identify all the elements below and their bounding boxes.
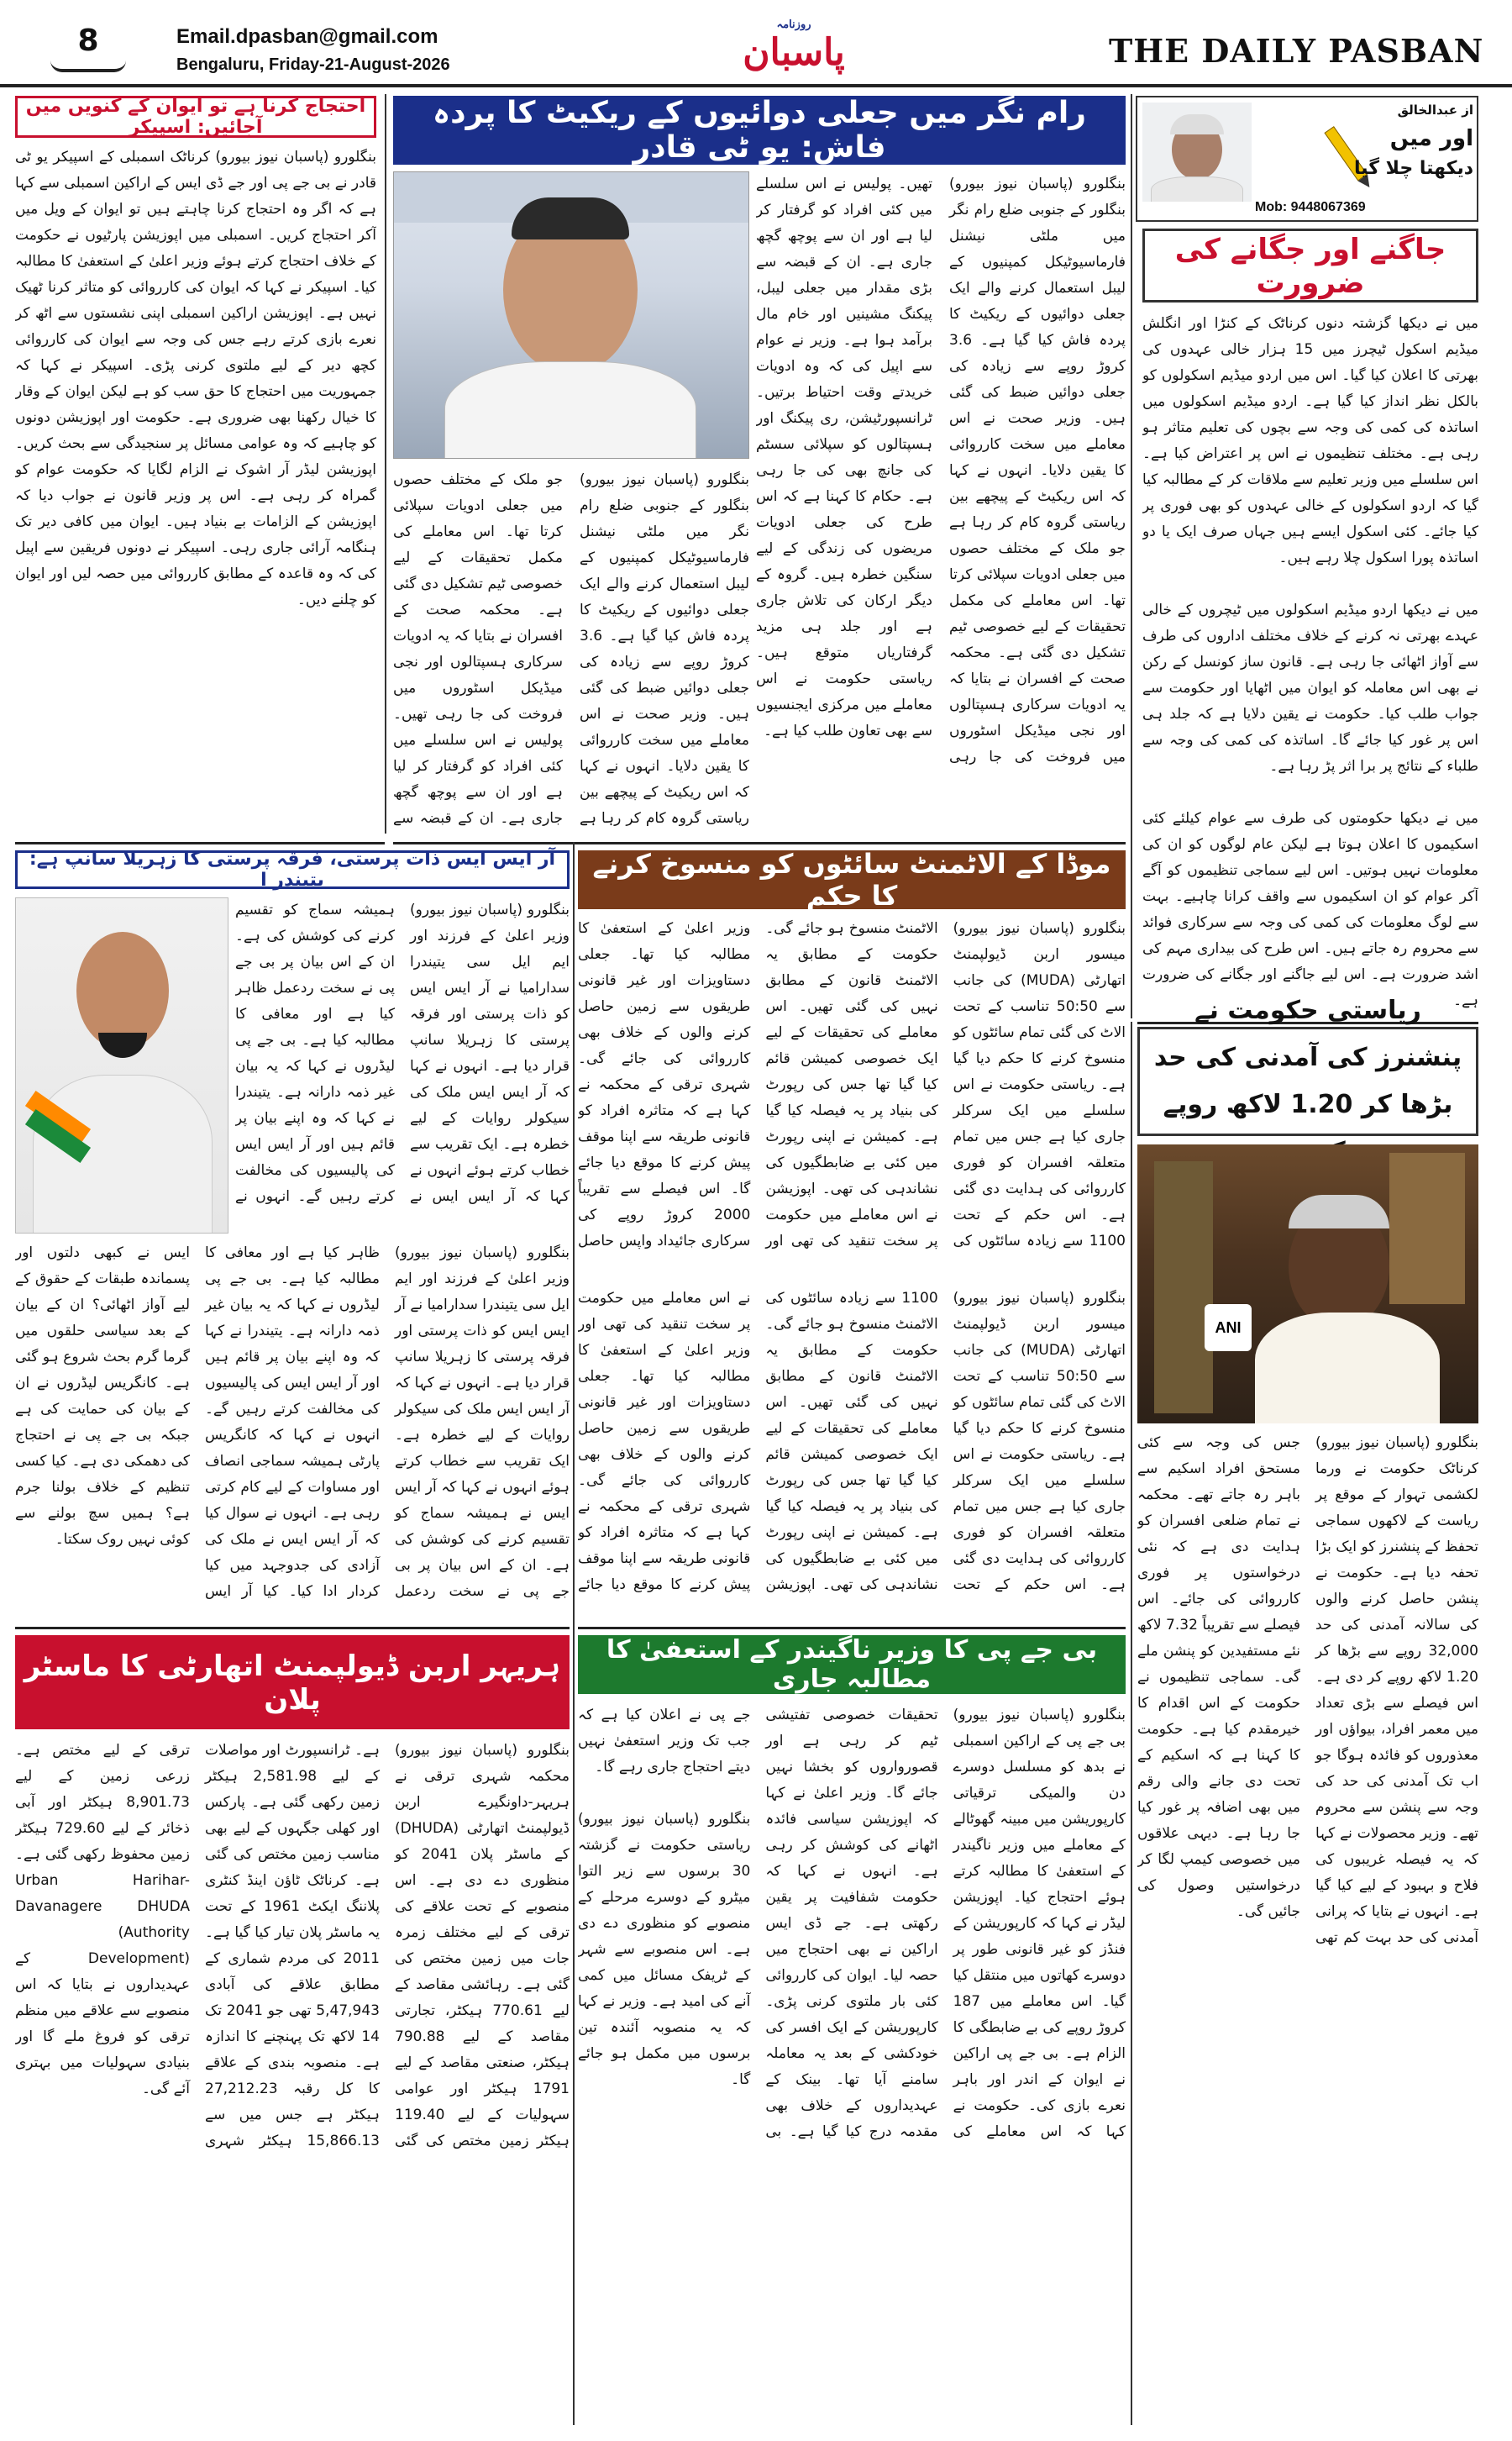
divider-h4 — [578, 1627, 1126, 1629]
khader-headline: رام نگر میں جعلی دوائیوں کے ریکیٹ کا پردہ فاش: یو ٹی قادر — [433, 96, 1086, 165]
urdu-logo-text: پاسبان — [743, 31, 845, 74]
harihar-body: بنگلورو (پاسبان نیوز بیورو) محکمہ شہری ترقی نے ہریہر-داونگیرے اربن ڈیولپمنٹ اتھارٹی (DHUDA) کے ماسٹر پلان 2041 کو منظوری دے دی ہے۔ اس منصوبے کے تحت علاقے کی ترقی کے لیے مختلف زمرہ جات میں زمین مختص کی گئی ہے۔ رہائشی مقاصد کے لیے 770.61 ہیکٹر، تجارتی مقاصد کے لیے 790.88 ہیکٹر، صنعتی مقاصد کے لیے 1791 ہیکٹر اور عوامی سہولیات کے لیے 119.40 ہیکٹر زمین مختص کی گئی ہے۔ ٹرانسپورٹ اور مواصلات کے لیے 2,581.98 ہیکٹر زمین رکھی گئی ہے۔ پارکس اور کھلی جگہوں کے لیے بھی مناسب زمین مختص کی گئی ہے۔ کرناٹک ٹاؤن اینڈ کنٹری پلاننگ ایکٹ 1961 کے تحت یہ ماسٹر پلان تیار کیا گیا ہے۔ 2011 کی مردم شماری کے مطابق علاقے کی آبادی 5,47,943 تھی جو 2041 تک 14 لاکھ تک پہنچنے کا اندازہ ہے۔ منصوبہ بندی کے علاقے کا کل رقبہ 27,212.23 ہیکٹر ہے جس میں سے 15,866.13 ہیکٹر شہری ترقی کے لیے مختص ہے۔ زرعی زمین کے لیے 8,901.73 ہیکٹر اور آبی ذخائر کے لیے 729.60 ہیکٹر زمین محفوظ رکھی گئی ہے۔ Urban Harihar-Davanagere DHUDA (Authority Development) کے عہدیداروں نے بتایا کہ اس منصوبے سے علاقے میں منظم ترقی کو فروغ ملے گا اور بنیادی سہولیات میں بہتری آئے گی۔ — [15, 1742, 570, 2149]
divider-h1 — [393, 842, 1126, 844]
muda-headline-box — [578, 848, 1126, 912]
divider-h5 — [15, 1627, 570, 1629]
bjp-headline: بی جے پی کا وزیر ناگیندر کے استعفیٰ کا مطالبہ جاری — [606, 1635, 1098, 1694]
speaker-body: بنگلورو (پاسبان نیوز بیورو) کرناٹک اسمبلی کے اسپیکر یو ٹی قادر نے بی جے پی اور جے ڈی ایس کے اراکین اسمبلی سے کہا ہے کہ اگر وہ احتجاج کرنا چاہتے ہیں تو ایوان کے ویل میں آکر احتجاج کریں۔ اسمبلی میں اپوزیشن پارٹیوں نے حکومت کے خلاف احتجاج کرتے ہوئے وزیر اعلیٰ کے استعفیٰ کا مطالبہ کیا۔ اسپیکر نے کہا کہ ایوان کی کارروائی کو متاثر کرنا ٹھیک نہیں ہے۔ اپوزیشن اراکین اسمبلی اپنی نشستوں سے اٹھ کر نعرے بازی کرتے رہے جس کی وجہ سے ایوان کی کارروائی کچھ دیر کے لیے ملتوی کرنی پڑی۔ اسپیکر نے کہا کہ جمہوریت میں احتجاج کا حق سب کو ہے لیکن ایوان کے وقار کا خیال رکھنا بھی ضروری ہے۔ حکومت اور اپوزیشن دونوں کو چاہیے کہ وہ عوامی مسائل پر سنجیدگی سے بحث کریں۔ اپوزیشن لیڈر آر اشوک نے الزام لگایا کہ حکومت عوام کو گمراہ کر رہی ہے۔ اس پر وزیر قانون نے جواب دیا کہ اپوزیشن کے الزامات بے بنیاد ہیں۔ ایوان میں کافی دیر تک ہنگامہ آرائی جاری رہی۔ اسپیکر نے دونوں فریقین سے اپیل کی کہ وہ قاعدہ کے مطابق کارروائی میں حصہ لیں اور ایوان کو چلنے دیں۔ — [15, 149, 376, 608]
muda-headline: موڈا کے الاٹمنٹ سائٹوں کو منسوخ کرنے کا حکم — [592, 848, 1111, 912]
pension-photo — [1137, 1144, 1478, 1423]
column-body: میں نے دیکھا گزشتہ دنوں کرناٹک کے کنڑا اور انگلش میڈیم اسکول ٹیچرز میں 15 ہزار خالی عہدوں کی بھرتی کا اعلان کیا گیا۔ اس میں اردو میڈیم اسکولوں کو بالکل نظر انداز کیا گیا ہے۔ اردو میڈیم اسکولوں میں اساتذہ کی کمی کی وجہ سے بچوں کی تعلیم متاثر ہو رہی ہے۔ مختلف تنظیموں نے اس پر اعتراض کیا ہے۔ اس سلسلے میں وزیر تعلیم سے ملاقات کر کے مطالبہ کیا گیا کہ اردو اسکولوں کے خالی عہدوں کو بھی فوری پر کیا جائے۔ کئی اسکول ایسے ہیں جہاں صرف ایک یا دو اساتذہ پورا اسکول چلا رہے ہیں۔ میں نے دیکھا اردو میڈیم اسکولوں میں ٹیچروں کے خالی عہدے بھرتی نہ کرنے کے خلاف مختلف اداروں کی طرف سے آواز اٹھائی جا رہی ہے۔ قانون ساز کونسل کے رکن نے بھی اس معاملہ کو ایوان میں اٹھایا اور حکومت سے جواب طلب کیا۔ حکومت نے یقین دلایا ہے کہ جلد ہی اس پر غور کیا جائے گا۔ اساتذہ کی کمی کی وجہ سے طلباء کے نتائج پر برا اثر پڑ رہا ہے۔ میں نے دیکھا حکومتوں کی طرف سے عوام کیلئے کئی اسکیموں کا اعلان ہوتا ہے لیکن عام لوگوں کو ان کی معلومات نہیں ہوتیں۔ اس لیے سماجی تنظیموں کو آگے آکر عوام کو ان اسکیموں سے واقف کرانا چاہیے۔ بہت سے لوگ معلومات کی کمی کی وجہ سے سرکاری فوائد سے محروم رہ جاتے ہیں۔ اس طرح کی بیداری مہم کی اشد ضرورت ہے۔ اس لیے جاگنے اور جگانے کی ضرورت ہے۔ — [1142, 315, 1478, 1009]
column-author: از عبدالخالق — [1397, 103, 1473, 118]
bjp-headline-box — [578, 1635, 1126, 1694]
photo-credit: ANI — [1215, 1319, 1242, 1336]
divider-4 — [573, 842, 575, 2425]
speaker-headline-box — [15, 96, 376, 138]
harihar-headline-box — [15, 1635, 570, 1729]
rss-headline: آر ایس ایس ذات پرستی، فرقہ پرستی کا زہریلا سانپ ہے: یتیندر ا — [29, 849, 556, 891]
divider-3 — [1131, 1022, 1132, 2425]
dateline: Bengaluru, Friday-21-August-2026 — [176, 55, 450, 74]
page-number-badge — [50, 24, 126, 76]
column-headline-box — [1142, 229, 1478, 302]
column-headline: جاگنے اور جگانے کی ضرورت — [1174, 232, 1446, 300]
khader-headline-box — [393, 96, 1126, 165]
header-divider — [0, 84, 1512, 87]
pension-headline-box — [1137, 996, 1478, 1136]
muda-body-b: بنگلورو (پاسبان نیوز بیورو) میسور اربن ڈیولپمنٹ اتھارٹی (MUDA) کی جانب سے 50:50 تناسب کے تحت الاٹ کی گئی تمام سائٹوں کو منسوخ کرنے کا حکم دیا گیا ہے۔ ریاستی حکومت نے اس سلسلے میں ایک سرکلر جاری کیا ہے جس میں تمام متعلقہ افسران کو فوری کارروائی کی ہدایت دی گئی ہے۔ اس حکم کے تحت 1100 سے زیادہ سائٹوں کی الاٹمنٹ منسوخ ہو جائے گی۔ حکومت کے مطابق یہ الاٹمنٹ قانون کے مطابق نہیں کی گئی تھیں۔ اس معاملے کی تحقیقات کے لیے ایک خصوصی کمیشن قائم کیا گیا تھا جس کی رپورٹ کی بنیاد پر یہ فیصلہ کیا گیا ہے۔ کمیشن نے اپنی رپورٹ میں کئی بے ضابطگیوں کی نشاندہی کی تھی۔ اپوزیشن نے اس معاملے میں حکومت پر سخت تنقید کی تھی اور وزیر اعلیٰ کے استعفیٰ کا مطالبہ کیا تھا۔ جعلی دستاویزات اور غیر قانونی طریقوں سے زمین حاصل کرنے والوں کے خلاف بھی کارروائی کی جائے گی۔ شہری ترقی کے محکمہ نے کہا ہے کہ متاثرہ افراد کو قانونی طریقہ سے اپنا موقف پیش کرنے کا موقع دیا جائے — [578, 1290, 1126, 1593]
rss-body-b: بنگلورو (پاسبان نیوز بیورو) وزیر اعلیٰ کے فرزند اور ایم ایل سی یتیندرا سدارامیا نے آر ایس ایس کو ذات پرستی اور فرقہ پرستی کا زہریلا سانپ قرار دیا ہے۔ انہوں نے کہا کہ آر ایس ایس ملک کی سیکولر روایات کے لیے خطرہ ہے۔ ایک تقریب سے خطاب کرتے ہوئے انہوں نے کہا کہ آر ایس ایس نے ہمیشہ سماج کو تقسیم کرنے کی کوشش کی ہے۔ ان کے اس بیان پر بی جے پی نے سخت ردعمل ظاہر کیا ہے اور معافی کا مطالبہ کیا ہے۔ بی جے پی لیڈروں نے کہا کہ یہ بیان غیر ذمہ دارانہ ہے۔ یتیندرا نے کہا کہ وہ اپنے بیان پر قائم ہیں اور آر ایس ایس کی پالیسیوں کی مخالفت کرتے رہیں گے۔ انہوں نے کہا کہ کانگریس پارٹی ہمیشہ سماجی انصاف اور مساوات کے لیے کام کرتی رہی ہے۔ انہوں نے سوال کیا کہ آر ایس ایس نے ملک کی آزادی کی جدوجہد میں کیا کردار ادا کیا۔ کیا آر ایس ایس نے کبھی دلتوں اور پسماندہ طبقات کے حقوق کے لیے آواز اٹھائی؟ ان کے بیان کے بعد سیاسی حلقوں میں گرما گرم بحث شروع ہو گئی ہے۔ کانگریس لیڈروں نے ان کے بیان کی حمایت کی ہے جبکہ بی جے پی نے احتجاج کی دھمکی دی ہے۔ کیا کسی تنظیم کے خلاف بولنا جرم ہے؟ ہمیں سچ بولنے سے کوئی نہیں روک سکتا۔ — [15, 1244, 570, 1600]
column-title-2: دیکھتا چلا گیا — [1353, 158, 1473, 179]
harihar-headline: ہریہر اربن ڈیولپمنٹ اتھارٹی کا ماسٹر پلان — [24, 1649, 561, 1717]
khader-body-b: بنگلورو (پاسبان نیوز بیورو) بنگلور کے جنوبی ضلع رام نگر میں ملٹی نیشنل فارماسیوٹیکل کمپنیوں کے لیبل استعمال کرنے والے ایک جعلی دوائیوں کے ریکیٹ کا پردہ فاش کیا گیا ہے۔ 3.6 کروڑ روپے سے زیادہ کی جعلی دوائیں ضبط کی گئی ہیں۔ وزیر صحت نے اس معاملے میں سخت کارروائی کا یقین دلایا۔ انہوں نے کہا کہ اس ریکیٹ کے پیچھے بین ریاستی گروہ کام کر رہا ہے جو ملک کے مختلف حصوں میں جعلی ادویات سپلائی کرتا تھا۔ اس معاملے کی مکمل تحقیقات کے لیے خصوصی ٹیم تشکیل دی گئی ہے۔ محکمہ صحت کے افسران نے بتایا کہ یہ ادویات سرکاری ہسپتالوں اور نجی میڈیکل اسٹوروں میں فروخت کی جا رہی تھیں۔ پولیس نے اس سلسلے میں کئی افراد کو گرفتار کر لیا ہے اور ان سے پوچھ گچھ جاری ہے۔ ان کے قبضہ سے — [393, 471, 749, 827]
bjp-body: بنگلورو (پاسبان نیوز بیورو) بی جے پی کے اراکین اسمبلی نے بدھ کو مسلسل دوسرے دن والمیکی ترقیاتی کارپوریشن میں مبینہ گھوٹالے کے معاملے میں وزیر ناگیندر کے استعفیٰ کا مطالبہ کرتے ہوئے احتجاج کیا۔ اپوزیشن لیڈر نے کہا کہ کارپوریشن کے فنڈز کو غیر قانونی طور پر دوسرے کھاتوں میں منتقل کیا گیا۔ اس معاملے میں 187 کروڑ روپے کی بے ضابطگی کا الزام ہے۔ بی جے پی اراکین نے ایوان کے اندر اور باہر نعرے بازی کی۔ حکومت نے کہا کہ اس معاملے کی تحقیقات خصوصی تفتیشی ٹیم کر رہی ہے اور قصورواروں کو بخشا نہیں جائے گا۔ وزیر اعلیٰ نے کہا کہ اپوزیشن سیاسی فائدہ اٹھانے کی کوشش کر رہی ہے۔ انہوں نے کہا کہ حکومت شفافیت پر یقین رکھتی ہے۔ جے ڈی ایس اراکین نے بھی احتجاج میں حصہ لیا۔ ایوان کی کارروائی کئی بار ملتوی کرنی پڑی۔ کارپوریشن کے ایک افسر کی خودکشی کے بعد یہ معاملہ سامنے آیا تھا۔ بینک کے عہدیداروں کے خلاف بھی مقدمہ درج کیا گیا ہے۔ بی جے پی نے اعلان کیا ہے کہ جب تک وزیر استعفیٰ نہیں دیتے احتجاج جاری رہے گا۔ بنگلورو (پاسبان نیوز بیورو) ریاستی حکومت نے گزشتہ 30 برسوں سے زیر التوا میٹرو کے دوسرے مرحلے کے منصوبے کو منظوری دے دی ہے۔ اس منصوبے سے شہر کے ٹریفک مسائل میں کمی آنے کی امید ہے۔ وزیر نے کہا کہ یہ منصوبہ آئندہ تین برسوں میں مکمل ہو جائے گا۔ — [578, 1707, 1126, 2140]
khader-body-a: بنگلورو (پاسبان نیوز بیورو) بنگلور کے جنوبی ضلع رام نگر میں ملٹی نیشنل فارماسیوٹیکل کمپنیوں کے لیبل استعمال کرنے والے ایک جعلی دوائیوں کے ریکیٹ کا پردہ فاش کیا گیا ہے۔ 3.6 کروڑ روپے سے زیادہ کی جعلی دوائیں ضبط کی گئی ہیں۔ وزیر صحت نے اس معاملے میں سخت کارروائی کا یقین دلایا۔ انہوں نے کہا کہ اس ریکیٹ کے پیچھے بین ریاستی گروہ کام کر رہا ہے جو ملک کے مختلف حصوں میں جعلی ادویات سپلائی کرتا تھا۔ اس معاملے کی مکمل تحقیقات کے لیے خصوصی ٹیم تشکیل دی گئی ہے۔ محکمہ صحت کے افسران نے بتایا کہ یہ ادویات سرکاری ہسپتالوں اور نجی میڈیکل اسٹوروں میں فروخت کی جا رہی تھیں۔ پولیس نے اس سلسلے میں کئی افراد کو گرفتار کر لیا ہے اور ان سے پوچھ گچھ جاری ہے۔ ان کے قبضہ سے بڑی مقدار میں جعلی لیبل، پیکنگ مشینیں اور خام مال برآمد ہوا ہے۔ وزیر نے عوام سے اپیل کی کہ وہ ادویات خریدتے وقت احتیاط برتیں۔ ٹرانسپورٹیشن، ری پیکنگ اور ہسپتالوں کو سپلائی سسٹم کی جانچ بھی کی جا رہی ہے۔ حکام کا کہنا ہے کہ اس طرح کی جعلی ادویات مریضوں کی زندگی کے لیے سنگین خطرہ ہیں۔ گروہ کے دیگر ارکان کی تلاش جاری ہے اور جلد ہی مزید گرفتاریاں متوقع ہیں۔ ریاستی حکومت نے اس معاملے میں مرکزی ایجنسیوں سے بھی تعاون طلب کیا ہے۔ — [756, 176, 1126, 765]
speaker-headline: احتجاج کرنا ہے تو ایوان کے کنویں میں آجائیں: اسپیکر — [25, 96, 366, 138]
column-logo-box — [1136, 96, 1478, 222]
author-photo — [1142, 103, 1252, 202]
rss-body-a: بنگلورو (پاسبان نیوز بیورو) وزیر اعلیٰ کے فرزند اور ایم ایل سی یتیندرا سدارامیا نے آر ایس ایس کو ذات پرستی اور فرقہ پرستی کا زہریلا سانپ قرار دیا ہے۔ انہوں نے کہا کہ آر ایس ایس ملک کی سیکولر روایات کے لیے خطرہ ہے۔ ایک تقریب سے خطاب کرتے ہوئے انہوں نے کہا کہ آر ایس ایس نے ہمیشہ سماج کو تقسیم کرنے کی کوشش کی ہے۔ ان کے اس بیان پر بی جے پی نے سخت ردعمل ظاہر کیا ہے اور معافی کا مطالبہ کیا ہے۔ بی جے پی لیڈروں نے کہا کہ یہ بیان غیر ذمہ دارانہ ہے۔ یتیندرا نے کہا کہ وہ اپنے بیان پر قائم ہیں اور آر ایس ایس کی پالیسیوں کی مخالفت کرتے رہیں گے۔ انہوں نے — [235, 902, 570, 1205]
page-number: 8 — [77, 24, 99, 58]
pension-headline: ریاستی حکومت نے پنشنرز کی آمدنی کی حد بڑھا کر 1.20 لاکھ روپے — [1153, 996, 1462, 1119]
rss-photo — [15, 897, 228, 1234]
urdu-logo — [731, 18, 857, 77]
page-number-ornament — [50, 60, 126, 72]
divider-1 — [385, 94, 386, 834]
column-mobile: Mob: 9448067369 — [1255, 200, 1366, 214]
pension-body: بنگلورو (پاسبان نیوز بیورو) کرناٹک حکومت نے ورما لکشمی تہوار کے موقع پر ریاست کے لاکھوں سماجی تحفظ کے پنشنرز کو ایک بڑا تحفہ دیا ہے۔ حکومت نے پنشن حاصل کرنے والوں کی سالانہ آمدنی کی حد 32,000 روپے سے بڑھا کر 1.20 لاکھ روپے کر دی ہے۔ اس فیصلے سے بڑی تعداد میں معمر افراد، بیواؤں اور معذوروں کو فائدہ ہوگا جو اب تک آمدنی کی حد کی وجہ سے پنشن سے محروم تھے۔ وزیر محصولات نے کہا کہ یہ فیصلہ غریبوں کی فلاح و بہبود کے لیے کیا گیا ہے۔ انہوں نے بتایا کہ پرانی آمدنی کی حد بہت کم تھی جس کی وجہ سے کئی مستحق افراد اسکیم سے باہر رہ جاتے تھے۔ محکمہ نے تمام ضلعی افسران کو ہدایت دی ہے کہ نئی درخواستوں پر فوری کارروائی کی جائے۔ اس فیصلے سے تقریباً 7.32 لاکھ نئے مستفیدین کو پنشن ملے گی۔ سماجی تنظیموں نے حکومت کے اس اقدام کا خیرمقدم کیا ہے۔ حکومت کا کہنا ہے کہ اسکیم کے تحت دی جانے والی رقم میں بھی اضافہ پر غور کیا جا رہا ہے۔ دیہی علاقوں میں خصوصی کیمپ لگا کر درخواستیں وصول کی جائیں گی۔ — [1137, 1434, 1478, 1946]
khader-photo — [393, 171, 749, 459]
urdu-logo-small: روزنامہ — [776, 18, 811, 31]
divider-h2 — [15, 842, 385, 844]
muda-body-a: بنگلورو (پاسبان نیوز بیورو) میسور اربن ڈیولپمنٹ اتھارٹی (MUDA) کی جانب سے 50:50 تناسب کے تحت الاٹ کی گئی تمام سائٹوں کو منسوخ کرنے کا حکم دیا گیا ہے۔ ریاستی حکومت نے اس سلسلے میں ایک سرکلر جاری کیا ہے جس میں تمام متعلقہ افسران کو فوری کارروائی کی ہدایت دی گئی ہے۔ اس حکم کے تحت 1100 سے زیادہ سائٹوں کی الاٹمنٹ منسوخ ہو جائے گی۔ حکومت کے مطابق یہ الاٹمنٹ قانون کے مطابق نہیں کی گئی تھیں۔ اس معاملے کی تحقیقات کے لیے ایک خصوصی کمیشن قائم کیا گیا تھا جس کی رپورٹ کی بنیاد پر یہ فیصلہ کیا گیا ہے۔ کمیشن نے اپنی رپورٹ میں کئی بے ضابطگیوں کی نشاندہی کی تھی۔ اپوزیشن نے اس معاملے میں حکومت پر سخت تنقید کی تھی اور وزیر اعلیٰ کے استعفیٰ کا مطالبہ کیا تھا۔ جعلی دستاویزات اور غیر قانونی طریقوں سے زمین حاصل کرنے والوں کے خلاف بھی کارروائی کی جائے گی۔ شہری ترقی کے محکمہ نے کہا ہے کہ متاثرہ افراد کو قانونی طریقہ سے اپنا موقف پیش کرنے کا موقع دیا جائے گا۔ اس فیصلے سے تقریباً 2000 کروڑ روپے کی سرکاری جائیداد واپس حاصل — [578, 920, 1126, 1249]
column-title-1: اور میں — [1389, 126, 1473, 151]
email-address: Email.dpasban@gmail.com — [176, 25, 438, 48]
divider-2 — [1131, 94, 1132, 1018]
rss-headline-box — [15, 850, 570, 889]
english-logo: THE DAILY PASBAN — [1109, 32, 1484, 70]
ani-logo — [1205, 1304, 1252, 1351]
